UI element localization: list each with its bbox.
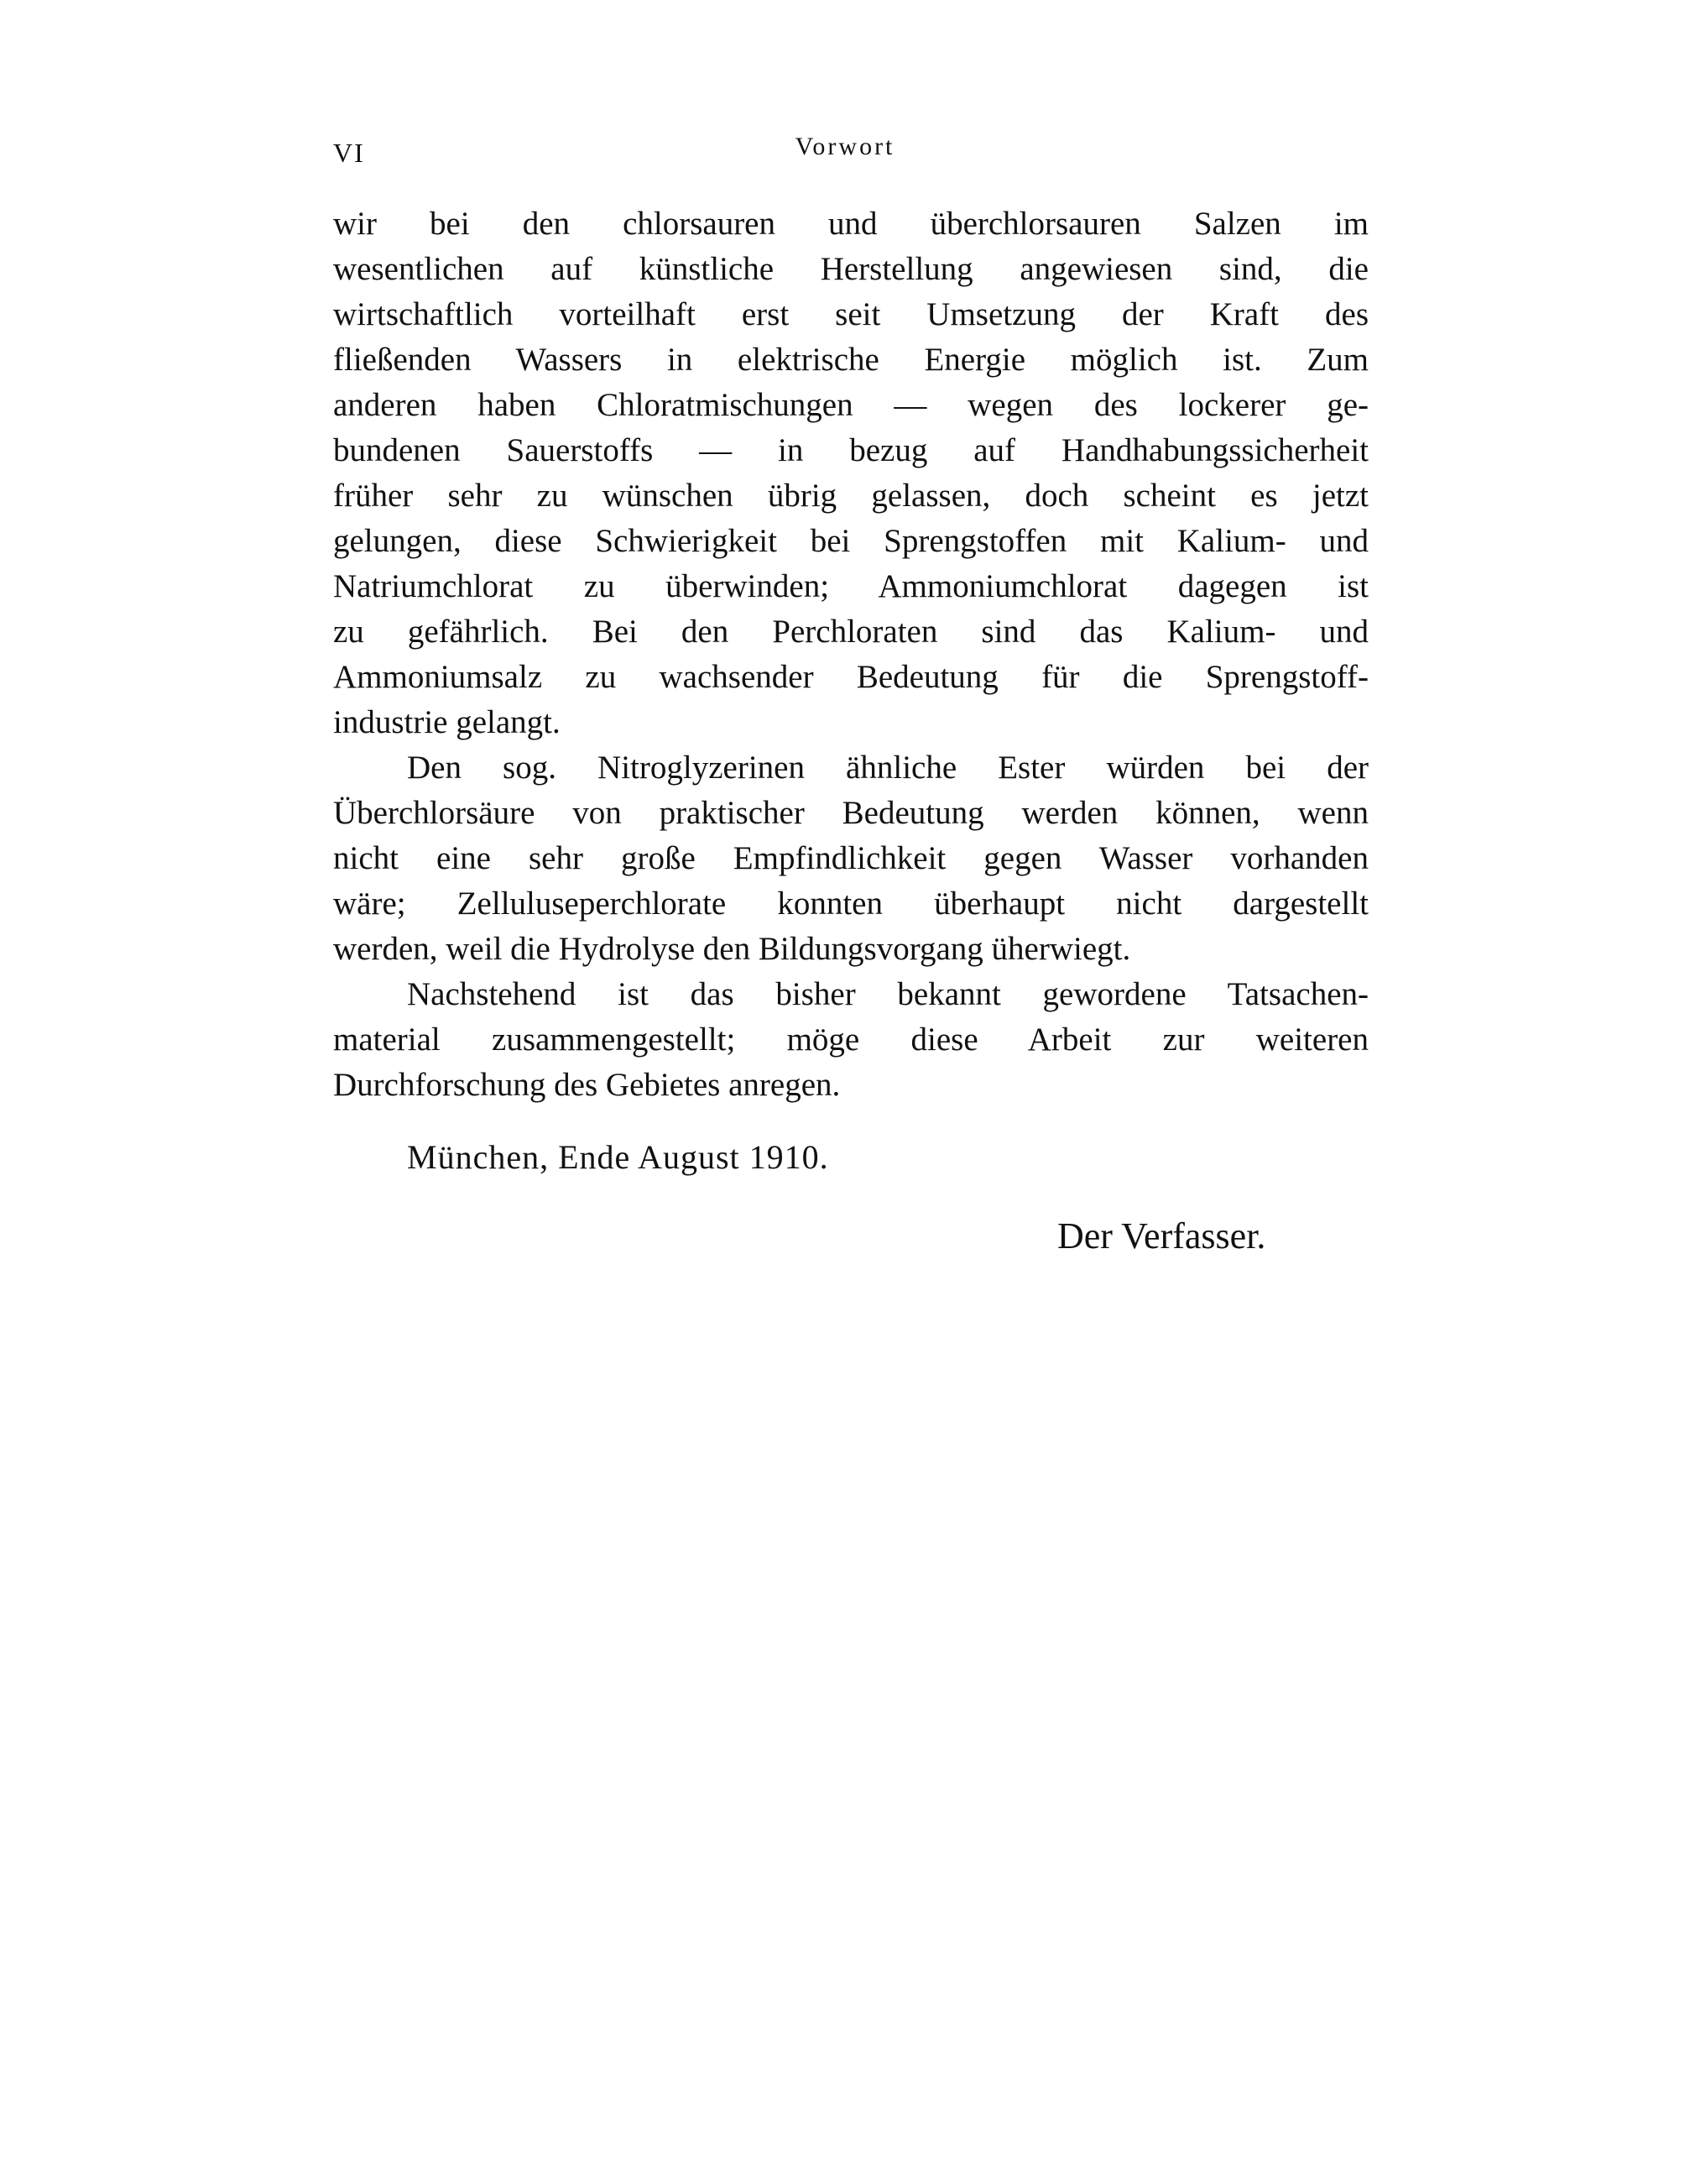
text-line: anderen haben Chloratmischungen — wegen des lockerer ge- — [333, 387, 1369, 423]
text-line: nicht eine sehr große Empfindlichkeit gegen Wasser vorhanden — [333, 840, 1369, 876]
text-line: werden, weil die Hydrolyse den Bildungsvorgang üherwiegt. — [333, 931, 1131, 967]
paragraph — [333, 972, 1369, 1108]
text-line: bundenen Sauerstoffs — in bezug auf Handhabungssicherheit — [333, 432, 1369, 468]
text-line: Ammoniumsalz zu wachsender Bedeutung für die Sprengstoff- — [333, 659, 1369, 695]
text-line: Den sog. Nitroglyzerinen ähnliche Ester würden bei der — [407, 750, 1369, 786]
text-line: Durchforschung des Gebietes anregen. — [333, 1067, 841, 1103]
text-line: Überchlorsäure von praktischer Bedeutung werden können, wenn — [333, 795, 1369, 831]
page-number: VI — [333, 138, 365, 168]
text-line: Natriumchlorat zu überwinden; Ammoniumchlorat dagegen ist — [333, 568, 1369, 604]
paragraph — [333, 201, 1369, 745]
signature: Der Verfasser. — [1057, 1215, 1266, 1257]
text-line: früher sehr zu wünschen übrig gelassen, doch scheint es jetzt — [333, 478, 1369, 514]
text-line: wir bei den chlorsauren und überchlorsauren Salzen im — [333, 206, 1369, 242]
text-line: wesentlichen auf künstliche Herstellung angewiesen sind, die — [333, 251, 1369, 287]
running-title: Vorwort — [795, 133, 895, 160]
dateline: München, Ende August 1910. — [407, 1138, 829, 1176]
text-line: material zusammengestellt; möge diese Arbeit zur weiteren — [333, 1021, 1369, 1058]
text-line: zu gefährlich. Bei den Perchloraten sind das Kalium- und — [333, 614, 1369, 650]
text-line: industrie gelangt. — [333, 704, 561, 740]
body-text — [333, 201, 1369, 1108]
text-line: wirtschaftlich vorteilhaft erst seit Umsetzung der Kraft des — [333, 296, 1369, 332]
text-line: wäre; Zelluluseperchlorate konnten überhaupt nicht dargestellt — [333, 886, 1369, 922]
text-line: gelungen, diese Schwierigkeit bei Sprengstoffen mit Kalium- und — [333, 523, 1369, 559]
paragraph — [333, 745, 1369, 972]
text-line: fließenden Wassers in elektrische Energie möglich ist. Zum — [333, 342, 1369, 378]
text-line: Nachstehend ist das bisher bekannt gewordene Tatsachen- — [407, 976, 1369, 1012]
